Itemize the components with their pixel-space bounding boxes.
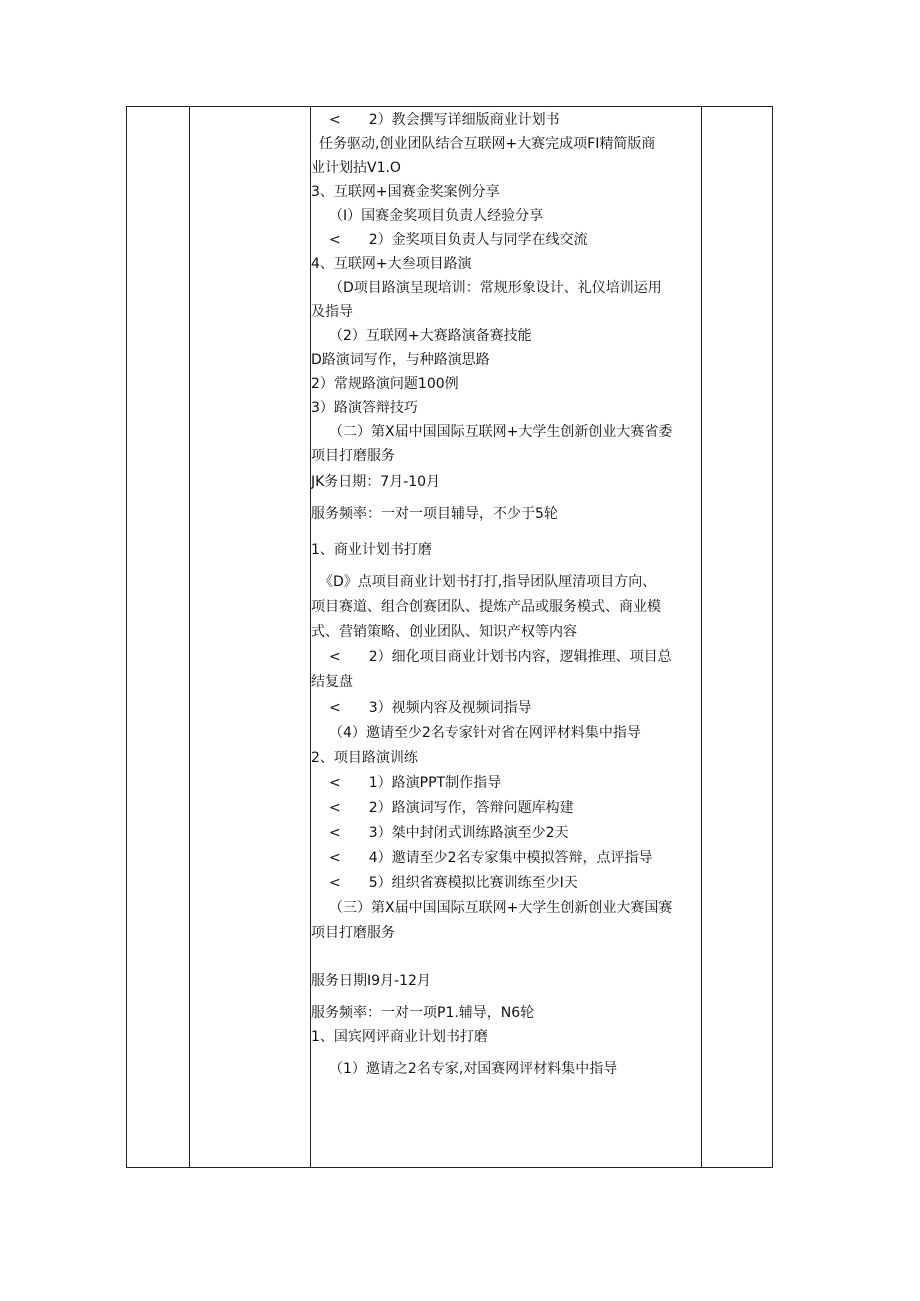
- text-line: 服务日期I9月-12月: [311, 973, 431, 989]
- text-line: 结复盘: [311, 674, 353, 690]
- text-line: 3）路演答辩技巧: [311, 400, 418, 416]
- text-line: < 2）教会撰写详细版商业计划书: [329, 112, 560, 128]
- text-line: < 2）路演词写作，答辩问题库构建: [329, 800, 574, 816]
- text-line: 业计划拈V1.O: [311, 160, 401, 176]
- text-line: 1、国宾网评商业计划书打磨: [311, 1029, 488, 1045]
- text-line: 1、商业计划书打磨: [311, 542, 432, 558]
- text-line: 及指导: [311, 304, 353, 320]
- text-line: < 5）组织省赛模拟比赛训练至少I天: [329, 875, 578, 891]
- text-line: 3、互联网+国赛金奖案例分享: [311, 184, 500, 200]
- text-line: 《D》点项目商业计划书打打,指导团队厘清项目方向、: [319, 574, 657, 590]
- section-heading: （二）第X届中国国际互联网+大学生创新创业大赛省委: [329, 424, 673, 440]
- text-line: （2）互联网+大赛路演备赛技能: [329, 328, 532, 344]
- text-line: < 2）金奖项目负责人与同学在线交流: [329, 232, 588, 248]
- text-line: JK务日期：7月-10月: [311, 474, 441, 490]
- text-line: （D项目路演呈现培训：常规形象设计、礼仪培训运用: [329, 280, 662, 296]
- text-line: 式、营销策略、创业团队、知识产权等内容: [311, 624, 577, 640]
- text-line: 项目赛道、组合创赛团队、提炼产品或服务模式、商业模: [311, 599, 661, 615]
- text-line: 4、互联网+大叁项目路演: [311, 256, 472, 272]
- text-line: < 2）细化项目商业计划书内容，逻辑推理、项目总: [329, 649, 672, 665]
- column-divider-1: [189, 106, 190, 1168]
- text-line: （1）邀请之2名专家,对国赛网评材料集中指导: [329, 1061, 618, 1077]
- text-line: （4）邀请至少2名专家针对省在网评材料集中指导: [329, 725, 641, 741]
- text-line: < 3）视频内容及视频词指导: [329, 700, 532, 716]
- text-line: 服务频率：一对一项目辅导，不少于5轮: [311, 506, 558, 522]
- text-line: 任务驱动,创业团队结合互联网+大赛完成项FI精简版商: [319, 136, 656, 152]
- text-line: 2、项目路演训练: [311, 750, 418, 766]
- text-line: 服务频率：一对一项P1.辅导，N6轮: [311, 1005, 535, 1021]
- text-line: < 1）路演PPT制作指导: [329, 775, 502, 791]
- text-line: < 4）邀请至少2名专家集中模拟答辩，点评指导: [329, 850, 653, 866]
- section-heading: （三）第X届中国国际互联网+大学生创新创业大赛国赛: [329, 900, 673, 916]
- section-heading: 项目打磨服务: [311, 925, 395, 941]
- column-divider-3: [701, 106, 702, 1168]
- text-line: D路演词写作，与种路演思路: [311, 352, 490, 368]
- text-line: 2）常规路演问题100例: [311, 376, 459, 392]
- text-line: （I）国赛金奖项目负责人经验分享: [329, 208, 544, 224]
- text-line: < 3）桀中封闭式训练路演至少2天: [329, 825, 569, 841]
- section-heading: 项目打磨服务: [311, 448, 395, 464]
